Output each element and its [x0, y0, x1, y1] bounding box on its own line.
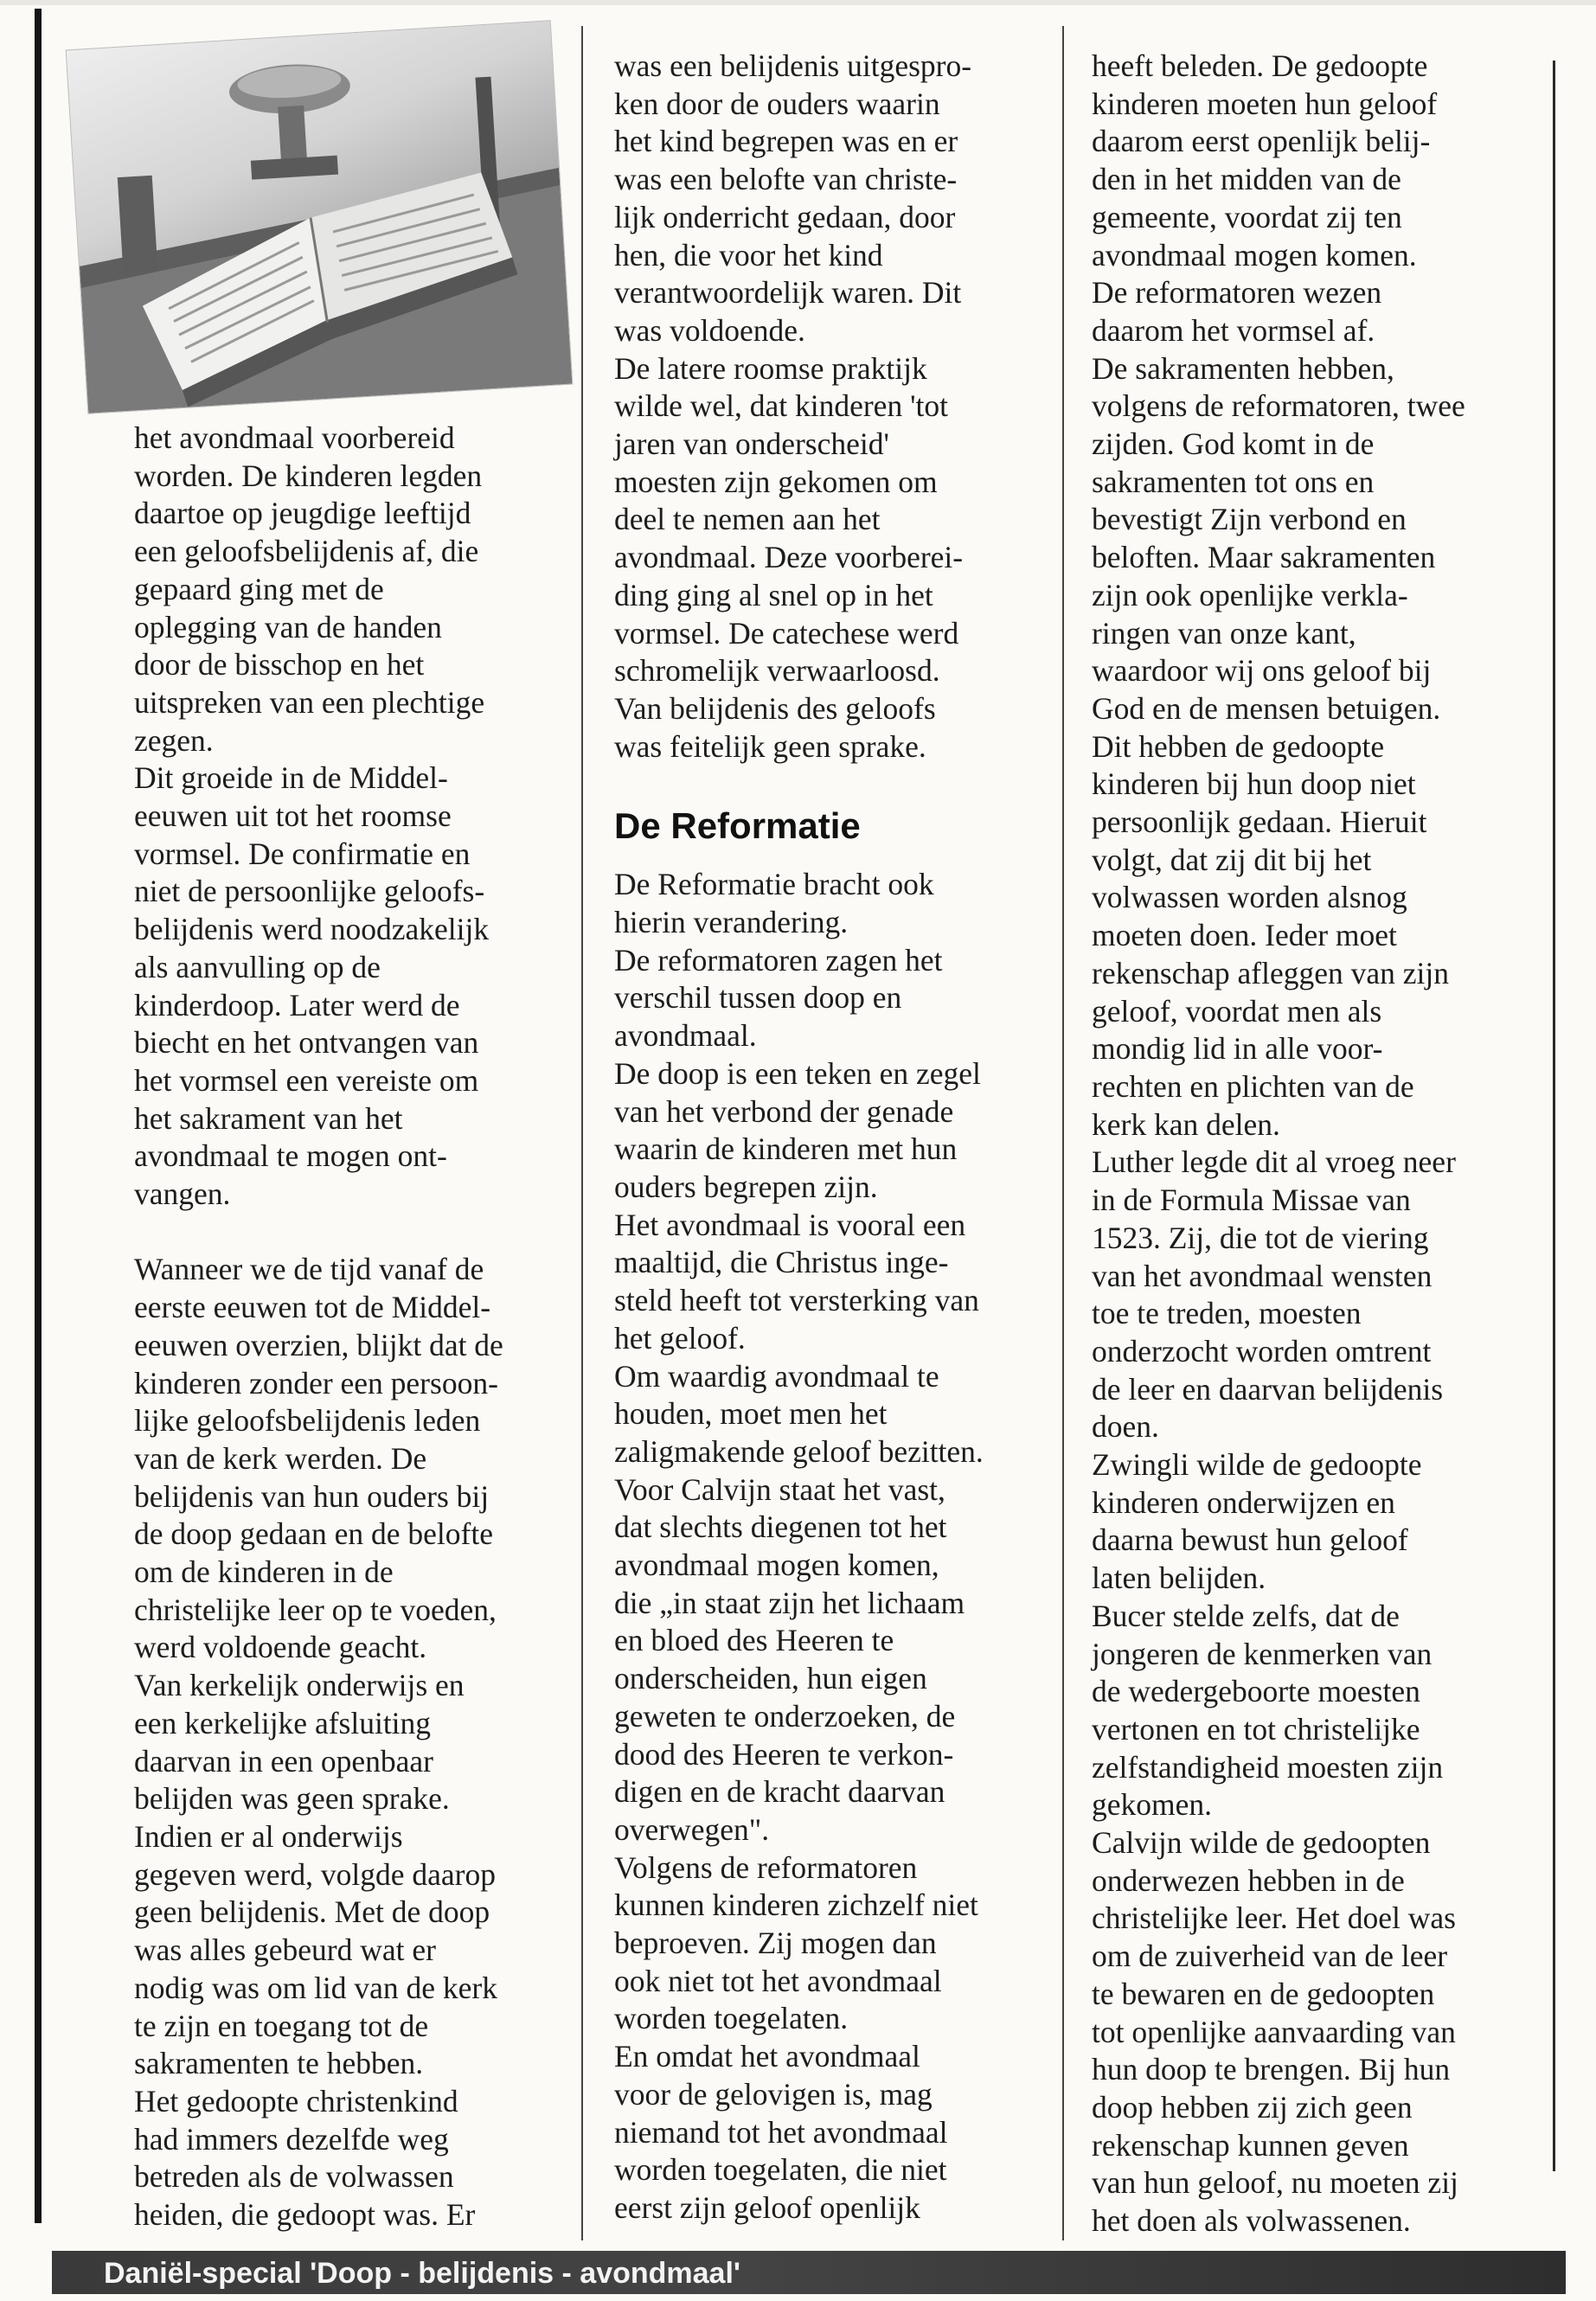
text-line: van het avondmaal wensten: [1092, 1258, 1433, 1293]
text-line: zegen.: [134, 722, 214, 758]
text-line: eerst zijn geloof openlijk: [614, 2189, 920, 2225]
text-line: mondig lid in alle voor-: [1092, 1031, 1383, 1067]
text-line: het avondmaal voorbereid: [134, 420, 455, 455]
text-line: geen belijdenis. Met de doop: [134, 1894, 490, 1930]
text-line: christelijke leer op te voeden,: [134, 1592, 497, 1627]
text-line: oplegging van de handen: [134, 609, 442, 644]
text-line: avondmaal mogen komen.: [1092, 237, 1417, 272]
text-line: daarna bewust hun geloof: [1092, 1522, 1408, 1558]
text-line: God en de mensen betuigen.: [1092, 690, 1441, 726]
text-line: en bloed des Heeren te: [614, 1623, 894, 1658]
text-line: Indien er al onderwijs: [134, 1819, 403, 1854]
text-line: gekomen.: [1092, 1787, 1213, 1823]
text-line: Voor Calvijn staat het vast,: [614, 1471, 945, 1507]
text-line: Van belijdenis des geloofs: [614, 690, 936, 726]
text-line: steld heeft tot versterking van: [614, 1283, 979, 1318]
text-line: worden toegelaten.: [614, 2001, 849, 2036]
text-line: deel te nemen aan het: [614, 502, 881, 537]
text-line: persoonlijk gedaan. Hieruit: [1092, 804, 1427, 840]
text-line: kinderen bij hun doop niet: [1092, 766, 1416, 802]
text-line: De latere roomse praktijk: [614, 350, 927, 386]
footer-banner: [52, 2251, 1566, 2294]
text-line: een geloofsbelijdenis af, die: [134, 534, 479, 569]
text-line: Dit hebben de gedoopte: [1092, 728, 1385, 764]
text-line: geloof, voordat men als: [1092, 993, 1382, 1029]
text-line: was feitelijk geen sprake.: [614, 728, 926, 764]
text-line: ook niet tot het avondmaal: [614, 1963, 942, 1998]
text-line: vertonen en tot christelijke: [1092, 1711, 1420, 1747]
text-line: waardoor wij ons geloof bij: [1092, 653, 1432, 689]
open-bible-icon: [67, 21, 573, 413]
paragraph-gap: [134, 1214, 584, 1252]
text-line: En omdat het avondmaal: [614, 2039, 920, 2074]
text-line: doen.: [1092, 1409, 1159, 1445]
text-line: gegeven werd, volgde daarop: [134, 1856, 496, 1892]
column-2: [614, 48, 1064, 2227]
text-line: Wanneer we de tijd vanaf de: [134, 1252, 484, 1287]
text-line: belijdenis van hun ouders bij: [134, 1478, 490, 1514]
text-line: Om waardig avondmaal te: [614, 1358, 939, 1394]
text-line: verantwoordelijk waren. Dit: [614, 275, 962, 311]
text-line: sakramenten te hebben.: [134, 2046, 424, 2081]
text-line: dood des Heeren te verkon-: [614, 1736, 954, 1772]
text-line: te zijn en toegang tot de: [134, 2008, 429, 2043]
text-line: worden. De kinderen legden: [134, 458, 483, 493]
bible-photo: [66, 20, 574, 414]
text-line: het vormsel een vereiste om: [134, 1062, 479, 1098]
text-line: ding ging al snel op in het: [614, 577, 933, 612]
text-line: Het avondmaal is vooral een: [614, 1207, 966, 1242]
text-line: van de kerk werden. De: [134, 1440, 427, 1476]
text-line: rechten en plichten van de: [1092, 1068, 1414, 1104]
page-right-edge: [1553, 61, 1555, 2171]
text-line: kinderdoop. Later werd de: [134, 987, 460, 1022]
text-line: een kerkelijke afsluiting: [134, 1705, 432, 1740]
text-line: verschil tussen doop en: [614, 980, 902, 1016]
text-line: het sakrament van het: [134, 1100, 403, 1136]
text-line: De sakramenten hebben,: [1092, 350, 1394, 386]
text-line: dat slechts diegenen tot het: [614, 1509, 947, 1545]
text-line: het doen als volwassenen.: [1092, 2203, 1411, 2239]
text-line: kunnen kinderen zichzelf niet: [614, 1888, 978, 1923]
column-1: [134, 420, 584, 2234]
column-2-text-top: [614, 48, 1064, 766]
text-line: sakramenten tot ons en: [1092, 464, 1375, 499]
text-line: de wedergeboorte moesten: [1092, 1674, 1420, 1709]
text-line: betreden als de volwassen: [134, 2159, 454, 2195]
text-line: laten belijden.: [1092, 1561, 1266, 1596]
footer-text: Daniël-special 'Doop - belijdenis - avondmaal': [104, 2257, 740, 2290]
text-line: doop hebben zij zich geen: [1092, 2089, 1413, 2125]
text-line: onderzocht worden omtrent: [1092, 1333, 1432, 1368]
text-line: van hun geloof, nu moeten zij: [1092, 2165, 1458, 2201]
text-line: eeuwen overzien, blijkt dat de: [134, 1327, 503, 1362]
text-line: waarin de kinderen met hun: [614, 1131, 958, 1167]
text-line: door de bisschop en het: [134, 647, 425, 683]
text-line: beproeven. Zij mogen dan: [614, 1926, 937, 1961]
text-line: avondmaal te mogen ont-: [134, 1138, 447, 1174]
text-line: voor de gelovigen is, mag: [614, 2076, 933, 2112]
text-line: Luther legde dit al vroeg neer: [1092, 1144, 1456, 1180]
text-line: was een belijdenis uitgespro-: [614, 48, 972, 83]
text-line: was alles gebeurd wat er: [134, 1932, 436, 1968]
column-3: [1092, 48, 1550, 2240]
text-line: De reformatoren zagen het: [614, 942, 943, 977]
text-line: van het verbond der genade: [614, 1093, 954, 1129]
text-line: geweten te onderzoeken, de: [614, 1698, 956, 1734]
text-line: rekenschap kunnen geven: [1092, 2127, 1409, 2163]
text-line: eerste eeuwen tot de Middel-: [134, 1290, 491, 1325]
text-line: Van kerkelijk onderwijs en: [134, 1668, 465, 1703]
text-line: nodig was om lid van de kerk: [134, 1970, 498, 2005]
text-line: bevestigt Zijn verbond en: [1092, 502, 1407, 537]
text-line: kinderen onderwijzen en: [1092, 1484, 1395, 1520]
text-line: kerk kan delen.: [1092, 1106, 1280, 1142]
text-line: toe te treden, moesten: [1092, 1296, 1362, 1331]
text-line: zelfstandigheid moesten zijn: [1092, 1749, 1444, 1785]
text-line: daarom het vormsel af.: [1092, 312, 1375, 348]
text-line: wilde wel, dat kinderen 'tot: [614, 388, 948, 424]
text-line: avondmaal.: [614, 1018, 757, 1054]
text-line: De doop is een teken en zegel: [614, 1055, 981, 1091]
text-line: belijdenis werd noodzakelijk: [134, 912, 490, 947]
text-line: volgt, dat zij dit bij het: [1092, 842, 1372, 877]
text-line: 1523. Zij, die tot de viering: [1092, 1220, 1429, 1255]
text-line: daartoe op jeugdige leeftijd: [134, 496, 471, 531]
text-line: het geloof.: [614, 1320, 746, 1356]
text-line: biecht en het ontvangen van: [134, 1025, 479, 1061]
text-line: rekenschap afleggen van zijn: [1092, 955, 1449, 990]
text-line: om de zuiverheid van de leer: [1092, 1939, 1448, 1974]
text-line: onderscheiden, hun eigen: [614, 1661, 927, 1696]
text-line: Calvijn wilde de gedoopten: [1092, 1825, 1431, 1861]
section-heading: De Reformatie: [614, 805, 861, 847]
column-2-text-bottom: [614, 866, 1064, 2227]
text-line: avondmaal. Deze voorberei-: [614, 540, 964, 575]
text-line: worden toegelaten, die niet: [614, 2152, 947, 2188]
text-line: ouders begrepen zijn.: [614, 1169, 878, 1204]
text-line: hierin verandering.: [614, 905, 849, 940]
text-line: tot openlijke aanvaarding van: [1092, 2014, 1456, 2049]
text-line: als aanvulling op de: [134, 949, 381, 984]
text-line: die „in staat zijn het lichaam: [614, 1585, 965, 1620]
text-line: lijk onderricht gedaan, door: [614, 199, 956, 234]
text-line: hun doop te brengen. Bij hun: [1092, 2052, 1451, 2087]
text-line: vormsel. De catechese werd: [614, 615, 959, 651]
text-line: onderwezen hebben in de: [1092, 1862, 1405, 1898]
text-line: heeft beleden. De gedoopte: [1092, 48, 1428, 83]
text-line: hen, die voor het kind: [614, 237, 883, 272]
text-line: was voldoende.: [614, 312, 805, 348]
text-line: werd voldoende geacht.: [134, 1630, 427, 1665]
text-line: uitspreken van een plechtige: [134, 684, 485, 720]
text-line: Bucer stelde zelfs, dat de: [1092, 1598, 1400, 1633]
text-line: digen en de kracht daarvan: [614, 1774, 945, 1810]
text-line: eeuwen uit tot het roomse: [134, 798, 452, 834]
text-line: Dit groeide in de Middel-: [134, 760, 448, 796]
text-line: kinderen moeten hun geloof: [1092, 86, 1438, 121]
text-line: om de kinderen in de: [134, 1554, 394, 1590]
text-line: in de Formula Missae van: [1092, 1183, 1411, 1218]
text-line: kinderen zonder een persoon-: [134, 1365, 498, 1400]
text-line: het kind begrepen was en er: [614, 124, 958, 159]
text-line: moesten zijn gekomen om: [614, 464, 938, 499]
text-line: de doop gedaan en de belofte: [134, 1516, 493, 1552]
text-line: had immers dezelfde weg: [134, 2121, 449, 2157]
page-left-edge: [35, 9, 42, 2223]
text-line: christelijke leer. Het doel was: [1092, 1900, 1456, 1936]
text-line: moeten doen. Ieder moet: [1092, 918, 1397, 953]
page-top-edge: [0, 0, 1596, 5]
text-line: vormsel. De confirmatie en: [134, 836, 471, 871]
text-line: zijn ook openlijke verkla-: [1092, 577, 1408, 612]
text-line: niemand tot het avondmaal: [614, 2114, 948, 2150]
text-line: lijke geloofsbelijdenis leden: [134, 1403, 481, 1439]
text-line: beloften. Maar sakramenten: [1092, 540, 1436, 575]
text-line: schromelijk verwaarloosd.: [614, 653, 940, 689]
text-line: volgens de reformatoren, twee: [1092, 388, 1465, 424]
text-line: jaren van onderscheid': [614, 426, 889, 462]
text-line: zaligmakende geloof bezitten.: [614, 1433, 984, 1469]
text-line: Zwingli wilde de gedoopte: [1092, 1447, 1422, 1483]
text-line: daarvan in een openbaar: [134, 1743, 433, 1779]
text-line: heiden, die gedoopt was. Er: [134, 2197, 476, 2233]
text-line: houden, moet men het: [614, 1396, 888, 1432]
text-line: was een belofte van christe-: [614, 162, 958, 197]
text-line: de leer en daarvan belijdenis: [1092, 1371, 1444, 1407]
text-line: daarom eerst openlijk belij-: [1092, 124, 1431, 159]
text-line: overwegen".: [614, 1811, 770, 1847]
text-line: Volgens de reformatoren: [614, 1849, 918, 1885]
text-line: jongeren de kenmerken van: [1092, 1636, 1433, 1671]
text-line: te bewaren en de gedoopten: [1092, 1976, 1435, 2011]
text-line: zijden. God komt in de: [1092, 426, 1375, 462]
text-line: De Reformatie bracht ook: [614, 867, 934, 902]
text-line: gepaard ging met de: [134, 571, 384, 606]
text-line: vangen.: [134, 1176, 231, 1212]
text-line: belijden was geen sprake.: [134, 1781, 450, 1817]
text-line: maaltijd, die Christus inge-: [614, 1245, 949, 1280]
text-line: avondmaal mogen komen,: [614, 1548, 939, 1583]
text-line: ken door de ouders waarin: [614, 86, 940, 121]
text-line: gemeente, voordat zij ten: [1092, 199, 1402, 234]
text-line: De reformatoren wezen: [1092, 275, 1382, 311]
text-line: den in het midden van de: [1092, 162, 1401, 197]
text-line: niet de persoonlijke geloofs-: [134, 874, 485, 909]
text-line: volwassen worden alsnog: [1092, 880, 1407, 915]
text-line: ringen van onze kant,: [1092, 615, 1356, 651]
text-line: Het gedoopte christenkind: [134, 2083, 458, 2118]
